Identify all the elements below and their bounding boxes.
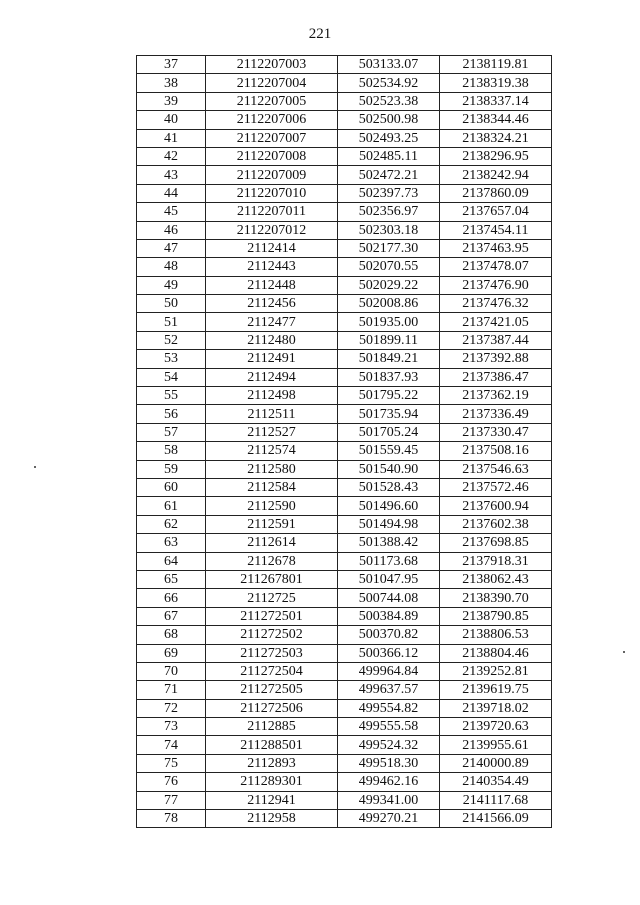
point-id-cell: 211289301 xyxy=(206,773,338,791)
point-id-cell: 2112614 xyxy=(206,534,338,552)
y-coordinate-cell: 2138119.81 xyxy=(440,56,552,74)
x-coordinate-cell: 501528.43 xyxy=(338,478,440,496)
row-number-cell: 64 xyxy=(137,552,206,570)
point-id-cell: 2112456 xyxy=(206,295,338,313)
x-coordinate-cell: 502356.97 xyxy=(338,203,440,221)
y-coordinate-cell: 2137478.07 xyxy=(440,258,552,276)
row-number-cell: 46 xyxy=(137,221,206,239)
point-id-cell: 2112584 xyxy=(206,478,338,496)
point-id-cell: 2112207007 xyxy=(206,129,338,147)
point-id-cell: 2112574 xyxy=(206,442,338,460)
y-coordinate-cell: 2138062.43 xyxy=(440,570,552,588)
row-number-cell: 47 xyxy=(137,239,206,257)
x-coordinate-cell: 499518.30 xyxy=(338,754,440,772)
row-number-cell: 55 xyxy=(137,387,206,405)
row-number-cell: 59 xyxy=(137,460,206,478)
row-number-cell: 66 xyxy=(137,589,206,607)
row-number-cell: 70 xyxy=(137,662,206,680)
point-id-cell: 211272503 xyxy=(206,644,338,662)
y-coordinate-cell: 2138319.38 xyxy=(440,74,552,92)
y-coordinate-cell: 2137392.88 xyxy=(440,350,552,368)
x-coordinate-cell: 501705.24 xyxy=(338,423,440,441)
y-coordinate-cell: 2139252.81 xyxy=(440,662,552,680)
row-number-cell: 74 xyxy=(137,736,206,754)
point-id-cell: 2112207011 xyxy=(206,203,338,221)
table-row xyxy=(137,129,552,147)
table-row xyxy=(137,460,552,478)
table-row xyxy=(137,754,552,772)
table-row xyxy=(137,313,552,331)
y-coordinate-cell: 2138337.14 xyxy=(440,92,552,110)
y-coordinate-cell: 2138242.94 xyxy=(440,166,552,184)
y-coordinate-cell: 2137476.90 xyxy=(440,276,552,294)
x-coordinate-cell: 501559.45 xyxy=(338,442,440,460)
y-coordinate-cell: 2138790.85 xyxy=(440,607,552,625)
x-coordinate-cell: 500384.89 xyxy=(338,607,440,625)
table-row xyxy=(137,662,552,680)
y-coordinate-cell: 2137387.44 xyxy=(440,331,552,349)
x-coordinate-cell: 501849.21 xyxy=(338,350,440,368)
table-row xyxy=(137,515,552,533)
point-id-cell: 2112207006 xyxy=(206,111,338,129)
table-row xyxy=(137,166,552,184)
point-id-cell: 2112591 xyxy=(206,515,338,533)
y-coordinate-cell: 2137454.11 xyxy=(440,221,552,239)
y-coordinate-cell: 2138324.21 xyxy=(440,129,552,147)
point-id-cell: 2112941 xyxy=(206,791,338,809)
table-row xyxy=(137,387,552,405)
table-row xyxy=(137,350,552,368)
y-coordinate-cell: 2139720.63 xyxy=(440,718,552,736)
y-coordinate-cell: 2137421.05 xyxy=(440,313,552,331)
scan-speck xyxy=(34,466,36,468)
row-number-cell: 42 xyxy=(137,147,206,165)
x-coordinate-cell: 499524.32 xyxy=(338,736,440,754)
table-row xyxy=(137,552,552,570)
x-coordinate-cell: 501735.94 xyxy=(338,405,440,423)
x-coordinate-cell: 501935.00 xyxy=(338,313,440,331)
row-number-cell: 57 xyxy=(137,423,206,441)
point-id-cell: 2112580 xyxy=(206,460,338,478)
row-number-cell: 58 xyxy=(137,442,206,460)
row-number-cell: 65 xyxy=(137,570,206,588)
row-number-cell: 51 xyxy=(137,313,206,331)
y-coordinate-cell: 2137546.63 xyxy=(440,460,552,478)
point-id-cell: 211267801 xyxy=(206,570,338,588)
table-row xyxy=(137,442,552,460)
x-coordinate-cell: 499637.57 xyxy=(338,681,440,699)
point-id-cell: 2112885 xyxy=(206,718,338,736)
point-id-cell: 2112491 xyxy=(206,350,338,368)
y-coordinate-cell: 2137602.38 xyxy=(440,515,552,533)
table-row xyxy=(137,423,552,441)
y-coordinate-cell: 2137330.47 xyxy=(440,423,552,441)
x-coordinate-cell: 502397.73 xyxy=(338,184,440,202)
row-number-cell: 61 xyxy=(137,497,206,515)
row-number-cell: 52 xyxy=(137,331,206,349)
y-coordinate-cell: 2140354.49 xyxy=(440,773,552,791)
point-id-cell: 211272506 xyxy=(206,699,338,717)
point-id-cell: 2112443 xyxy=(206,258,338,276)
table-row xyxy=(137,736,552,754)
row-number-cell: 71 xyxy=(137,681,206,699)
x-coordinate-cell: 499555.58 xyxy=(338,718,440,736)
table-row xyxy=(137,184,552,202)
x-coordinate-cell: 502070.55 xyxy=(338,258,440,276)
table-row xyxy=(137,699,552,717)
x-coordinate-cell: 501795.22 xyxy=(338,387,440,405)
table-row xyxy=(137,607,552,625)
point-id-cell: 2112207003 xyxy=(206,56,338,74)
row-number-cell: 54 xyxy=(137,368,206,386)
table-row xyxy=(137,405,552,423)
point-id-cell: 2112725 xyxy=(206,589,338,607)
y-coordinate-cell: 2137362.19 xyxy=(440,387,552,405)
table-row xyxy=(137,368,552,386)
table-row xyxy=(137,810,552,828)
y-coordinate-cell: 2138806.53 xyxy=(440,626,552,644)
table-row xyxy=(137,773,552,791)
point-id-cell: 2112207010 xyxy=(206,184,338,202)
x-coordinate-cell: 502493.25 xyxy=(338,129,440,147)
x-coordinate-cell: 502472.21 xyxy=(338,166,440,184)
x-coordinate-cell: 499270.21 xyxy=(338,810,440,828)
table-row xyxy=(137,570,552,588)
table-row xyxy=(137,718,552,736)
table-row xyxy=(137,276,552,294)
row-number-cell: 68 xyxy=(137,626,206,644)
point-id-cell: 2112207005 xyxy=(206,92,338,110)
x-coordinate-cell: 502500.98 xyxy=(338,111,440,129)
x-coordinate-cell: 502177.30 xyxy=(338,239,440,257)
x-coordinate-cell: 501047.95 xyxy=(338,570,440,588)
table-row xyxy=(137,203,552,221)
point-id-cell: 2112678 xyxy=(206,552,338,570)
row-number-cell: 40 xyxy=(137,111,206,129)
y-coordinate-cell: 2137698.85 xyxy=(440,534,552,552)
point-id-cell: 2112207004 xyxy=(206,74,338,92)
point-id-cell: 2112590 xyxy=(206,497,338,515)
point-id-cell: 2112498 xyxy=(206,387,338,405)
x-coordinate-cell: 500366.12 xyxy=(338,644,440,662)
scan-speck xyxy=(623,651,625,653)
point-id-cell: 211288501 xyxy=(206,736,338,754)
point-id-cell: 2112414 xyxy=(206,239,338,257)
x-coordinate-cell: 501388.42 xyxy=(338,534,440,552)
point-id-cell: 2112207009 xyxy=(206,166,338,184)
row-number-cell: 38 xyxy=(137,74,206,92)
point-id-cell: 2112477 xyxy=(206,313,338,331)
row-number-cell: 72 xyxy=(137,699,206,717)
x-coordinate-cell: 499462.16 xyxy=(338,773,440,791)
x-coordinate-cell: 503133.07 xyxy=(338,56,440,74)
point-id-cell: 211272504 xyxy=(206,662,338,680)
table-row xyxy=(137,56,552,74)
table-row xyxy=(137,478,552,496)
table-row xyxy=(137,295,552,313)
x-coordinate-cell: 502303.18 xyxy=(338,221,440,239)
table-row xyxy=(137,626,552,644)
point-id-cell: 2112958 xyxy=(206,810,338,828)
point-id-cell: 211272502 xyxy=(206,626,338,644)
point-id-cell: 2112207012 xyxy=(206,221,338,239)
row-number-cell: 41 xyxy=(137,129,206,147)
table-row xyxy=(137,791,552,809)
row-number-cell: 75 xyxy=(137,754,206,772)
x-coordinate-cell: 501837.93 xyxy=(338,368,440,386)
row-number-cell: 48 xyxy=(137,258,206,276)
row-number-cell: 37 xyxy=(137,56,206,74)
y-coordinate-cell: 2140000.89 xyxy=(440,754,552,772)
y-coordinate-cell: 2137386.47 xyxy=(440,368,552,386)
row-number-cell: 76 xyxy=(137,773,206,791)
row-number-cell: 78 xyxy=(137,810,206,828)
x-coordinate-cell: 499964.84 xyxy=(338,662,440,680)
table-row xyxy=(137,589,552,607)
table-row xyxy=(137,111,552,129)
y-coordinate-cell: 2138390.70 xyxy=(440,589,552,607)
row-number-cell: 45 xyxy=(137,203,206,221)
x-coordinate-cell: 500744.08 xyxy=(338,589,440,607)
row-number-cell: 49 xyxy=(137,276,206,294)
row-number-cell: 60 xyxy=(137,478,206,496)
row-number-cell: 56 xyxy=(137,405,206,423)
row-number-cell: 50 xyxy=(137,295,206,313)
x-coordinate-cell: 499554.82 xyxy=(338,699,440,717)
y-coordinate-cell: 2141117.68 xyxy=(440,791,552,809)
x-coordinate-cell: 502523.38 xyxy=(338,92,440,110)
y-coordinate-cell: 2138804.46 xyxy=(440,644,552,662)
x-coordinate-cell: 501899.11 xyxy=(338,331,440,349)
row-number-cell: 73 xyxy=(137,718,206,736)
y-coordinate-cell: 2137508.16 xyxy=(440,442,552,460)
point-id-cell: 211272505 xyxy=(206,681,338,699)
table-row xyxy=(137,74,552,92)
y-coordinate-cell: 2137572.46 xyxy=(440,478,552,496)
row-number-cell: 63 xyxy=(137,534,206,552)
x-coordinate-cell: 501496.60 xyxy=(338,497,440,515)
row-number-cell: 62 xyxy=(137,515,206,533)
page-number: 221 xyxy=(308,26,332,42)
row-number-cell: 69 xyxy=(137,644,206,662)
table-row xyxy=(137,331,552,349)
x-coordinate-cell: 501540.90 xyxy=(338,460,440,478)
point-id-cell: 2112511 xyxy=(206,405,338,423)
table-row xyxy=(137,92,552,110)
x-coordinate-cell: 502029.22 xyxy=(338,276,440,294)
row-number-cell: 77 xyxy=(137,791,206,809)
y-coordinate-cell: 2137600.94 xyxy=(440,497,552,515)
table-row xyxy=(137,239,552,257)
point-id-cell: 2112527 xyxy=(206,423,338,441)
x-coordinate-cell: 502485.11 xyxy=(338,147,440,165)
y-coordinate-cell: 2137476.32 xyxy=(440,295,552,313)
y-coordinate-cell: 2137463.95 xyxy=(440,239,552,257)
table-row xyxy=(137,497,552,515)
y-coordinate-cell: 2137336.49 xyxy=(440,405,552,423)
point-id-cell: 2112448 xyxy=(206,276,338,294)
y-coordinate-cell: 2139718.02 xyxy=(440,699,552,717)
y-coordinate-cell: 2138296.95 xyxy=(440,147,552,165)
y-coordinate-cell: 2138344.46 xyxy=(440,111,552,129)
row-number-cell: 44 xyxy=(137,184,206,202)
table-row xyxy=(137,258,552,276)
coordinates-table-body xyxy=(137,56,552,828)
row-number-cell: 67 xyxy=(137,607,206,625)
point-id-cell: 2112480 xyxy=(206,331,338,349)
table-row xyxy=(137,221,552,239)
y-coordinate-cell: 2137860.09 xyxy=(440,184,552,202)
table-row xyxy=(137,147,552,165)
row-number-cell: 43 xyxy=(137,166,206,184)
table-row xyxy=(137,534,552,552)
point-id-cell: 2112893 xyxy=(206,754,338,772)
point-id-cell: 2112494 xyxy=(206,368,338,386)
x-coordinate-cell: 500370.82 xyxy=(338,626,440,644)
y-coordinate-cell: 2137918.31 xyxy=(440,552,552,570)
y-coordinate-cell: 2137657.04 xyxy=(440,203,552,221)
y-coordinate-cell: 2141566.09 xyxy=(440,810,552,828)
coordinates-table xyxy=(136,55,552,828)
x-coordinate-cell: 502008.86 xyxy=(338,295,440,313)
x-coordinate-cell: 501173.68 xyxy=(338,552,440,570)
x-coordinate-cell: 499341.00 xyxy=(338,791,440,809)
x-coordinate-cell: 502534.92 xyxy=(338,74,440,92)
point-id-cell: 211272501 xyxy=(206,607,338,625)
y-coordinate-cell: 2139619.75 xyxy=(440,681,552,699)
point-id-cell: 2112207008 xyxy=(206,147,338,165)
table-row xyxy=(137,681,552,699)
table-row xyxy=(137,644,552,662)
x-coordinate-cell: 501494.98 xyxy=(338,515,440,533)
row-number-cell: 39 xyxy=(137,92,206,110)
row-number-cell: 53 xyxy=(137,350,206,368)
y-coordinate-cell: 2139955.61 xyxy=(440,736,552,754)
